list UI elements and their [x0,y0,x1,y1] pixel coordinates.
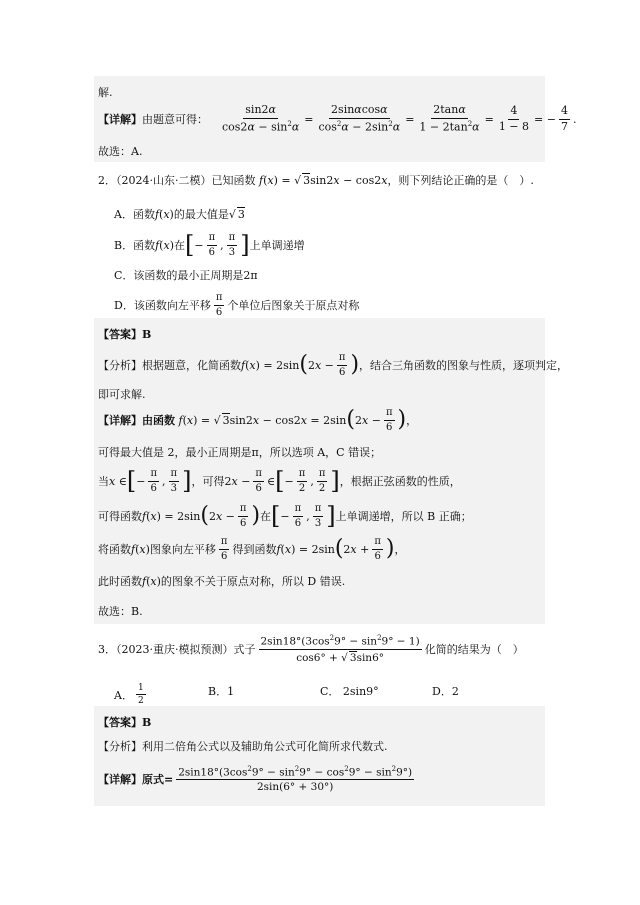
detail-line: 将函数 f(x) 图象向左平移 $\frac{\pi}{6}$ 得到函数 f(x) = 2sin ( 2x + $\frac{\pi}{6}$ ) ， [98,536,406,562]
option-a: A．函数 f(x) 的最大值是 √ 3 [114,207,245,221]
detail-line: 此时函数 f(x) 的图象不关于原点对称，所以 D 错误. [98,574,346,588]
detail-line: 可得最大值是 2，最小正周期是π，所以选项 A，C 错误； [98,446,382,459]
question-3-stem: 3．（2023·重庆·模拟预测）式子 $\frac{2\sin 18^\circ(3\cos^29^\circ - \sin^29^\circ - 1)}{\cos 6^\circ + √ 3\sin 6^\circ}$ 化简的结果为（ ） [98,634,524,664]
analysis-line: 【分析】利用二倍角公式以及辅助角公式可化简所求代数式. [98,740,388,753]
answer-line: 【答案】B [98,716,152,729]
text-line: 解. [98,86,113,99]
option-c: C．该函数的最小正周期是2π [114,269,258,282]
detail-tag: 【详解】 [98,113,142,126]
formula-fraction: $\frac{4}{7}$ [560,103,568,133]
choice-c: C． 2sin9° [320,684,379,698]
choice-a: A． $\frac{1}{2}$ [114,683,144,707]
detail-line: 【详解】 由题意可得： $\frac{\sin 2\alpha}{\cos 2\alpha - \sin^2\alpha}$ = $\frac{2\sin\alpha\cos\alpha}{\cos^2\alpha - 2\sin^2\alpha}$ = $\frac{2\tan\alpha}{1 - 2\tan^2\alpha}$ = $\frac{4}{1 - 8}$ = − $\frac{4}{7}$ . [98,103,577,134]
choice-b: B．1 [208,685,235,698]
choice-d: D．2 [432,685,459,698]
formula-fraction: $\frac{2\sin\alpha\cos\alpha}{\cos^2\alpha - 2\sin^2\alpha}$ [318,103,401,134]
conclusion-line: 故选：B. [98,605,143,618]
detail-line: 当 x ∈ [ − $\frac{\pi}{6}$ , $\frac{\pi}{3}$ ] ，可得 2x − $\frac{\pi}{6}$ ∈ [ − $\frac{\pi}{2}$ , $\frac{\pi}{2}$ ] ，根据正弦函数的性质， [98,467,461,495]
detail-line: 可得函数 f(x) = 2sin ( 2x − $\frac{\pi}{6}$ ) 在 [ − $\frac{\pi}{6}$ , $\frac{\pi}{3}$ ] 上单调递增，所以 B 正确； [98,502,472,530]
analysis-line-2: 即可求解. [98,388,146,401]
formula-fraction: $\frac{4}{1 - 8}$ [498,103,530,133]
formula-fraction: $\frac{2\sin 18^\circ(3\cos^29^\circ - \sin^29^\circ - 1)}{\cos 6^\circ + √ 3\sin 6^\circ}$ [260,634,420,664]
answer-line: 【答案】B [98,328,152,341]
formula-fraction: $\frac{2\tan\alpha}{1 - 2\tan^2\alpha}$ [419,103,480,134]
formula-fraction: $\frac{\sin 2\alpha}{\cos 2\alpha - \sin^2\alpha}$ [222,103,300,134]
question-2-stem: 2．（2024·山东·二模）已知函数 f(x) = √ 3sin2x − cos2x ，则下列结论正确的是（ ）. [98,174,534,187]
detail-line: 【详解】原式= $\frac{2\sin 18^\circ(3\cos^29^\circ - \sin^29^\circ - \cos^29^\circ - \sin^29^\circ)}{2\sin(6^\circ + 30^\circ)}$ [98,764,413,794]
detail-line: 【详解】由函数 f(x) = √ 3sin2x − cos2x = 2sin ( 2x − $\frac{\pi}{6}$ ) ， [98,407,418,433]
analysis-line: 【分析】根据题意，化简函数 f(x) = 2sin ( 2x − $\frac{\pi}{6}$ ) ，结合三角函数的图象与性质，逐项判定， [98,352,569,378]
conclusion-line: 故选：A. [98,145,143,158]
formula-fraction: $\frac{2\sin 18^\circ(3\cos^29^\circ - \sin^29^\circ - \cos^29^\circ - \sin^29^\circ)}{2\sin(6^\circ + 30^\circ)}$ [178,764,413,794]
option-d: D．该函数向左平移 $\frac{\pi}{6}$ 个单位后图象关于原点对称 [114,292,360,318]
option-b: B．函数 f(x) 在 [ − $\frac{\pi}{6}$ , $\frac{\pi}{3}$ ] 上单调递增 [114,231,305,259]
